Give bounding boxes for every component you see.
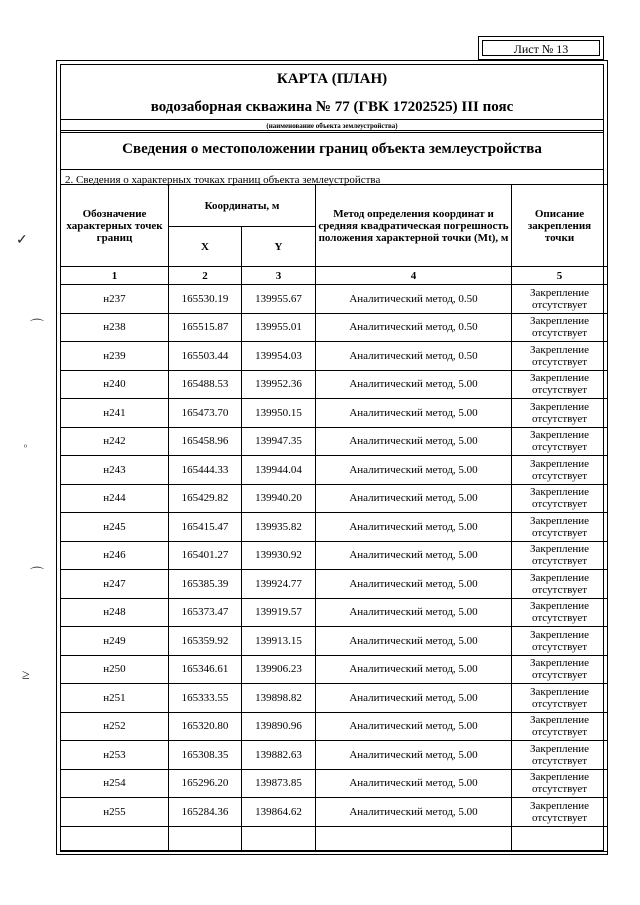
- point-cell: н253: [61, 741, 169, 770]
- y-coordinate-cell: 139952.36: [242, 370, 316, 399]
- point-cell: н237: [61, 285, 169, 314]
- point-cell: н244: [61, 484, 169, 513]
- header-method: Метод определения координат и средняя квадратическая погрешность положения характерной точки (Mt), м: [316, 185, 512, 267]
- y-coordinate-cell: 139944.04: [242, 456, 316, 485]
- y-coordinate-cell: 139935.82: [242, 513, 316, 542]
- point-cell: н251: [61, 684, 169, 713]
- document-title: КАРТА (ПЛАН): [276, 71, 388, 87]
- x-coordinate-cell: 165515.87: [169, 313, 242, 342]
- y-coordinate-cell: 139950.15: [242, 399, 316, 428]
- description-cell: Закрепление отсутствует: [512, 769, 608, 798]
- point-cell: н240: [61, 370, 169, 399]
- table-row: [61, 484, 608, 513]
- points-table: [60, 184, 608, 852]
- table-row: [61, 513, 608, 542]
- table-row: [61, 456, 608, 485]
- y-coordinate-cell: 139864.62: [242, 798, 316, 827]
- subsection-title: 2. Сведения о характерных точках границ объекта землеустройства: [65, 174, 381, 186]
- description-cell: Закрепление отсутствует: [512, 570, 608, 599]
- method-cell: Аналитический метод, 5.00: [316, 655, 512, 684]
- margin-mark: ✓: [16, 233, 28, 248]
- table-row: [61, 712, 608, 741]
- margin-mark: ⌒: [30, 320, 44, 335]
- table-row: [61, 370, 608, 399]
- y-coordinate-cell: 139955.01: [242, 313, 316, 342]
- description-cell: Закрепление отсутствует: [512, 513, 608, 542]
- y-coordinate-cell: 139882.63: [242, 741, 316, 770]
- margin-mark: ⌒: [30, 568, 44, 583]
- method-cell: Аналитический метод, 5.00: [316, 570, 512, 599]
- y-coordinate-cell: 139873.85: [242, 769, 316, 798]
- method-cell: Аналитический метод, 0.50: [316, 313, 512, 342]
- method-cell: Аналитический метод, 5.00: [316, 598, 512, 627]
- x-coordinate-cell: 165333.55: [169, 684, 242, 713]
- point-cell: н243: [61, 456, 169, 485]
- document-frame: [56, 60, 608, 855]
- margin-mark: ᵒ: [24, 442, 27, 453]
- method-cell: Аналитический метод, 5.00: [316, 741, 512, 770]
- margin-mark: ≥: [22, 668, 30, 683]
- header-y: Y: [242, 227, 316, 267]
- section-title: Сведения о местоположении границ объекта землеустройства: [122, 141, 542, 157]
- x-coordinate-cell: 165530.19: [169, 285, 242, 314]
- column-number: 5: [512, 267, 608, 285]
- method-cell: Аналитический метод, 5.00: [316, 627, 512, 656]
- object-name: водозаборная скважина № 77 (ГВК 17202525) III пояс: [150, 99, 514, 115]
- x-coordinate-cell: 165308.35: [169, 741, 242, 770]
- table-row: [61, 399, 608, 428]
- y-coordinate-cell: 139890.96: [242, 712, 316, 741]
- y-coordinate-cell: 139947.35: [242, 427, 316, 456]
- point-cell: н238: [61, 313, 169, 342]
- description-cell: Закрепление отсутствует: [512, 627, 608, 656]
- sheet-number-box: [478, 36, 604, 60]
- description-cell: Закрепление отсутствует: [512, 712, 608, 741]
- y-coordinate-cell: 139930.92: [242, 541, 316, 570]
- table-row: [61, 684, 608, 713]
- x-coordinate-cell: 165473.70: [169, 399, 242, 428]
- y-coordinate-cell: 139954.03: [242, 342, 316, 371]
- method-cell: Аналитический метод, 5.00: [316, 684, 512, 713]
- x-coordinate-cell: 165458.96: [169, 427, 242, 456]
- sheet-number: Лист № 13: [482, 40, 600, 56]
- table-row: [61, 655, 608, 684]
- x-coordinate-cell: 165296.20: [169, 769, 242, 798]
- table-row: [61, 427, 608, 456]
- empty-cell: [61, 826, 169, 851]
- point-cell: н245: [61, 513, 169, 542]
- x-coordinate-cell: 165346.61: [169, 655, 242, 684]
- method-cell: Аналитический метод, 5.00: [316, 541, 512, 570]
- description-cell: Закрепление отсутствует: [512, 684, 608, 713]
- description-cell: Закрепление отсутствует: [512, 285, 608, 314]
- method-cell: Аналитический метод, 0.50: [316, 342, 512, 371]
- description-cell: Закрепление отсутствует: [512, 655, 608, 684]
- x-coordinate-cell: 165373.47: [169, 598, 242, 627]
- header-x: X: [169, 227, 242, 267]
- description-cell: Закрепление отсутствует: [512, 399, 608, 428]
- method-cell: Аналитический метод, 0.50: [316, 285, 512, 314]
- empty-row: [61, 826, 608, 851]
- point-cell: н246: [61, 541, 169, 570]
- x-coordinate-cell: 165359.92: [169, 627, 242, 656]
- header-description: Описание закрепления точки: [512, 185, 608, 267]
- method-cell: Аналитический метод, 5.00: [316, 798, 512, 827]
- point-cell: н252: [61, 712, 169, 741]
- empty-cell: [169, 826, 242, 851]
- y-coordinate-cell: 139919.57: [242, 598, 316, 627]
- point-cell: н242: [61, 427, 169, 456]
- header-point: Обозначение характерных точек границ: [61, 185, 169, 267]
- table-row: [61, 285, 608, 314]
- header-coordinates: Координаты, м: [169, 185, 316, 227]
- description-cell: Закрепление отсутствует: [512, 484, 608, 513]
- column-number: 2: [169, 267, 242, 285]
- description-cell: Закрепление отсутствует: [512, 427, 608, 456]
- table-row: [61, 741, 608, 770]
- method-cell: Аналитический метод, 5.00: [316, 370, 512, 399]
- x-coordinate-cell: 165415.47: [169, 513, 242, 542]
- x-coordinate-cell: 165429.82: [169, 484, 242, 513]
- point-cell: н250: [61, 655, 169, 684]
- y-coordinate-cell: 139940.20: [242, 484, 316, 513]
- column-number: 4: [316, 267, 512, 285]
- point-cell: н241: [61, 399, 169, 428]
- column-number: 1: [61, 267, 169, 285]
- method-cell: Аналитический метод, 5.00: [316, 484, 512, 513]
- table-row: [61, 769, 608, 798]
- divider: [61, 119, 603, 120]
- points-table-body: [61, 285, 608, 827]
- y-coordinate-cell: 139913.15: [242, 627, 316, 656]
- method-cell: Аналитический метод, 5.00: [316, 769, 512, 798]
- divider: [61, 130, 603, 131]
- point-cell: н248: [61, 598, 169, 627]
- method-cell: Аналитический метод, 5.00: [316, 712, 512, 741]
- method-cell: Аналитический метод, 5.00: [316, 427, 512, 456]
- description-cell: Закрепление отсутствует: [512, 456, 608, 485]
- empty-cell: [242, 826, 316, 851]
- description-cell: Закрепление отсутствует: [512, 313, 608, 342]
- description-cell: Закрепление отсутствует: [512, 342, 608, 371]
- method-cell: Аналитический метод, 5.00: [316, 513, 512, 542]
- method-cell: Аналитический метод, 5.00: [316, 456, 512, 485]
- method-cell: Аналитический метод, 5.00: [316, 399, 512, 428]
- y-coordinate-cell: 139906.23: [242, 655, 316, 684]
- table-row: [61, 627, 608, 656]
- x-coordinate-cell: 165385.39: [169, 570, 242, 599]
- x-coordinate-cell: 165444.33: [169, 456, 242, 485]
- table-row: [61, 798, 608, 827]
- description-cell: Закрепление отсутствует: [512, 798, 608, 827]
- table-row: [61, 313, 608, 342]
- object-name-note: (наименование объекта землеустройства): [266, 122, 398, 130]
- point-cell: н247: [61, 570, 169, 599]
- column-number: 3: [242, 267, 316, 285]
- point-cell: н249: [61, 627, 169, 656]
- empty-cell: [316, 826, 512, 851]
- table-row: [61, 570, 608, 599]
- point-cell: н239: [61, 342, 169, 371]
- table-row: [61, 541, 608, 570]
- x-coordinate-cell: 165488.53: [169, 370, 242, 399]
- empty-cell: [512, 826, 608, 851]
- x-coordinate-cell: 165284.36: [169, 798, 242, 827]
- y-coordinate-cell: 139898.82: [242, 684, 316, 713]
- divider: [61, 169, 603, 170]
- point-cell: н254: [61, 769, 169, 798]
- description-cell: Закрепление отсутствует: [512, 541, 608, 570]
- x-coordinate-cell: 165401.27: [169, 541, 242, 570]
- description-cell: Закрепление отсутствует: [512, 741, 608, 770]
- description-cell: Закрепление отсутствует: [512, 370, 608, 399]
- divider: [61, 132, 603, 133]
- y-coordinate-cell: 139924.77: [242, 570, 316, 599]
- table-row: [61, 342, 608, 371]
- table-row: [61, 598, 608, 627]
- point-cell: н255: [61, 798, 169, 827]
- x-coordinate-cell: 165503.44: [169, 342, 242, 371]
- y-coordinate-cell: 139955.67: [242, 285, 316, 314]
- document-frame-inner: [60, 64, 604, 851]
- x-coordinate-cell: 165320.80: [169, 712, 242, 741]
- description-cell: Закрепление отсутствует: [512, 598, 608, 627]
